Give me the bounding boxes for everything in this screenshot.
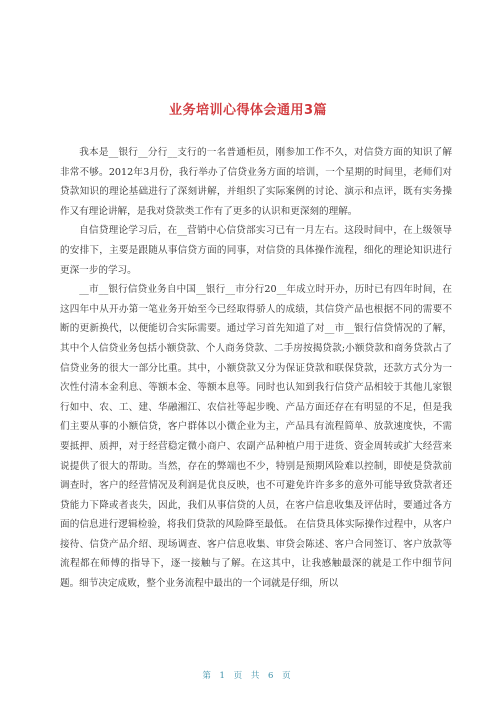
paragraph: __市__银行信贷业务自中国__银行__市分行20__年成立时开办，历时已有四年时间，在这四年中从开办第一笔业务开始至今已经取得骄人的成绩，其信贷产品也根据不同的需要不断的更新换代，以便能切合实际需要。通过学习首先知道了对__市__银行信贷情况的了解，其中个人信贷业务包括小额贷款、个人商务贷款、二手房按揭贷款;小额贷款和商务贷款占了信贷业务的很大一部分比重。其中，小额贷款又分为保证贷款和联保贷款，还款方式分为一次性付清本金利息、等额本金、等额本息等。同时也认知到我行信贷产品相较于其他儿家银行如中、农、工、建、华融湘江、农信社等起步晚、产品方面还存在有明显的不足，但是我们主要从事的小额信贷，客户群体以小微企业为主，产品具有流程简单、放款速度快，不需要抵押、质押，对于经营稳定微小商户、农副产品种植户用于进货、资金周转或扩大经营来说提供了很大的帮助。当然，存在的弊端也不少，特别是预期风险难以控制，即使是贷款前调查时，客户的经营情况及利润是优良反映，也不可避免许许多多的意外可能导致贷款者还贷能力下降或者丧失，因此，我们从事信贷的人员，在客户信息收集及评估时，要通过各方面的信息进行逻辑检验，将我们贷款的风险降至最低。 在信贷具体实际操作过程中，从客户接待、信贷产品介绍、现场调查、客户信息收集、审贷会陈述、客户合同签订、客户放款等流程都在师傅的指导下，逐一接触与了解。在这其中，让我感触最深的就是工作中细节问题。细节决定成败，整个业务流程中最出的一个词就是仔细，所以 [60,284,452,590]
paragraph: 自信贷理论学习后，在__营销中心信贷部实习已有一月左右。这段时间中，在上级领导的安排下，主要是跟随从事信贷方面的同事，对信贷的具体操作流程，细化的理论知识进行更深一步的学习。 [60,225,452,276]
document-title: 业务培训心得体会通用3篇 [168,103,328,118]
document-body [60,143,452,594]
paragraph: 我本是__银行__分行__支行的一名普通柜员，刚参加工作不久，对信贷方面的知识了解非常不够。2012年3月份，我行举办了信贷业务方面的培训，一个星期的时间里，老师们对贷款知识的理论基础进行了深刻讲解，并组织了实际案例的讨论、演示和点评，既有实务操作又有理论讲解，是我对贷款类工作有了更多的认识和更深刻的理解。 [60,147,452,217]
page-number-footer: 第 1 页 共 6 页 [202,671,294,681]
